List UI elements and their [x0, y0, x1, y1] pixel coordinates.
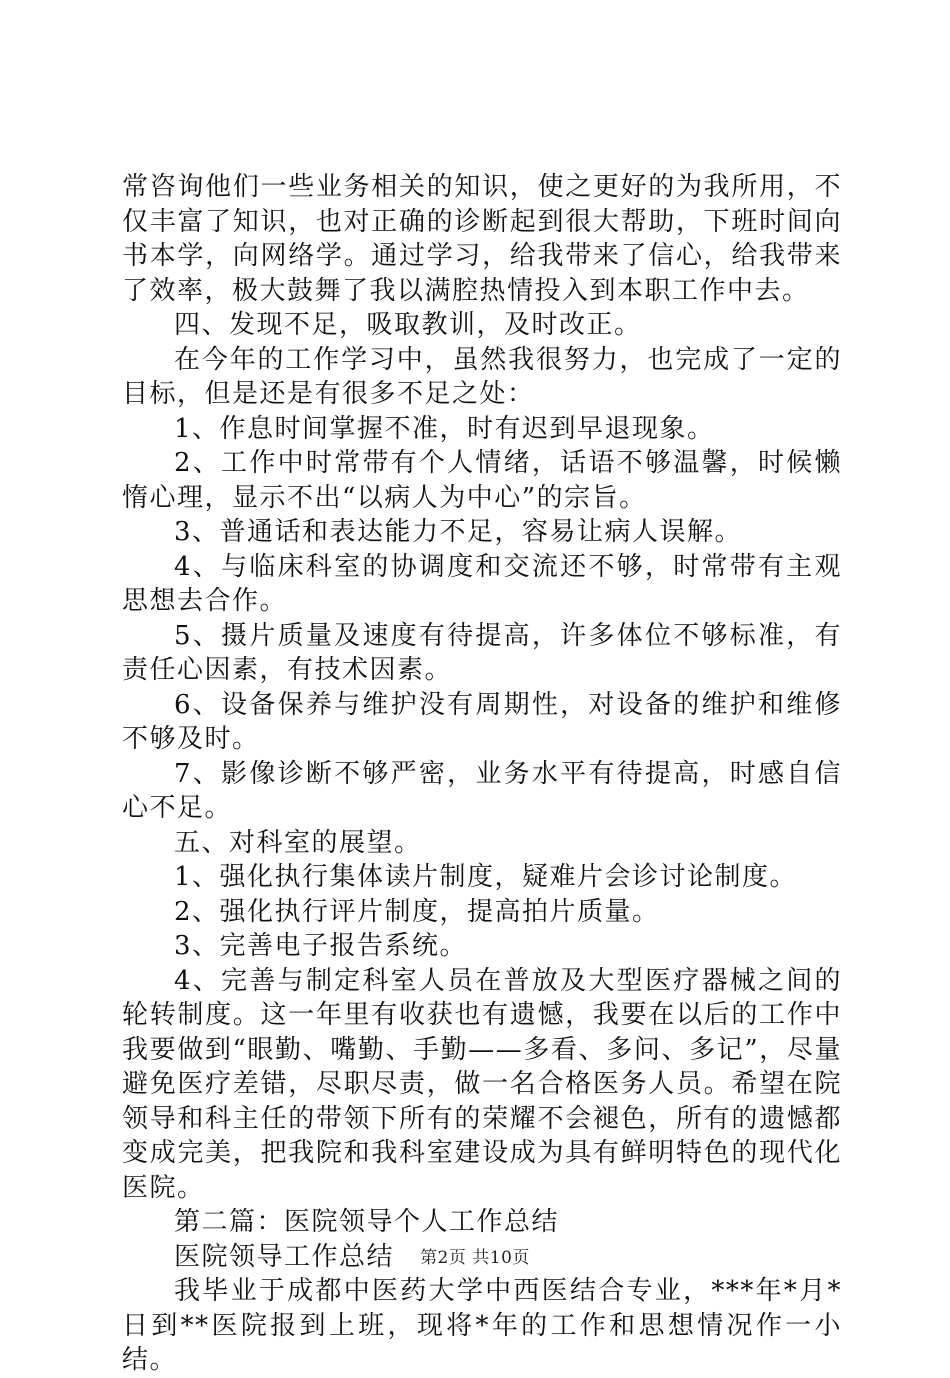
paragraph: 2、强化执行评片制度，提高拍片质量。: [174, 896, 660, 927]
document-title: 医院领导工作总结: [174, 1241, 395, 1272]
paragraph: 3、完善电子报告系统。: [174, 931, 468, 961]
paragraph: 四、发现不足，吸取教训，及时改正。: [174, 310, 642, 340]
page-number-footer: 第2页 共10页: [420, 1248, 530, 1268]
paragraph: 3、普通话和表达能力不足，容易让病人误解。: [174, 517, 743, 547]
paragraph: 5、摄片质量及速度有待提高，许多体位不够标准，有责任心因素，有技术因素。: [122, 620, 842, 685]
chapter-heading: 第二篇：医院领导个人工作总结: [174, 1207, 560, 1237]
paragraph: 2、工作中时常带有个人情绪，话语不够温馨，时候懒惰心理，显示不出“以病人为中心”的宗旨。: [122, 448, 842, 513]
paragraph: 6、设备保养与维护没有周期性，对设备的维护和维修不够及时。: [122, 689, 842, 754]
paragraph: 1、作息时间掌握不准，时有迟到早退现象。: [174, 413, 715, 444]
paragraph: 4、完善与制定科室人员在普放及大型医疗器械之间的轮转制度。这一年里有收获也有遗憾，我要在以后的工作中我要做到“眼勤、嘴勤、手勤——多看、多问、多记”，尽量避免医疗差错，尽职尽责，做一名合格医务人员。希望在院领导和科主任的带领下所有的荣耀不会褪色，所有的遗憾都变成完美，把我院和我科室建设成为具有鲜明特色的现代化医院。: [122, 965, 842, 1203]
document-body: [122, 170, 842, 1378]
paragraph: 7、影像诊断不够严密，业务水平有待提高，时感自信心不足。: [122, 758, 842, 823]
paragraph: 1、强化执行集体读片制度，疑难片会诊讨论制度。: [174, 862, 798, 892]
paragraph: 4、与临床科室的协调度和交流还不够，时常带有主观思想去合作。: [122, 551, 842, 616]
section-heading: 五、对科室的展望。: [174, 827, 422, 858]
paragraph: 常咨询他们一些业务相关的知识，使之更好的为我所用，不仅丰富了知识，也对正确的诊断起到很大帮助，下班时间向书本学，向网络学。通过学习，给我带来了信心，给我带来了效率，极大鼓舞了我以满腔热情投入到本职工作中去。: [122, 172, 842, 306]
paragraph: 我毕业于成都中医药大学中西医结合专业，***年*月*日到**医院报到上班，现将*年的工作和思想情况作一小结。: [122, 1276, 842, 1375]
paragraph: 在今年的工作学习中，虽然我很努力，也完成了一定的目标，但是还是有很多不足之处：: [122, 344, 842, 409]
